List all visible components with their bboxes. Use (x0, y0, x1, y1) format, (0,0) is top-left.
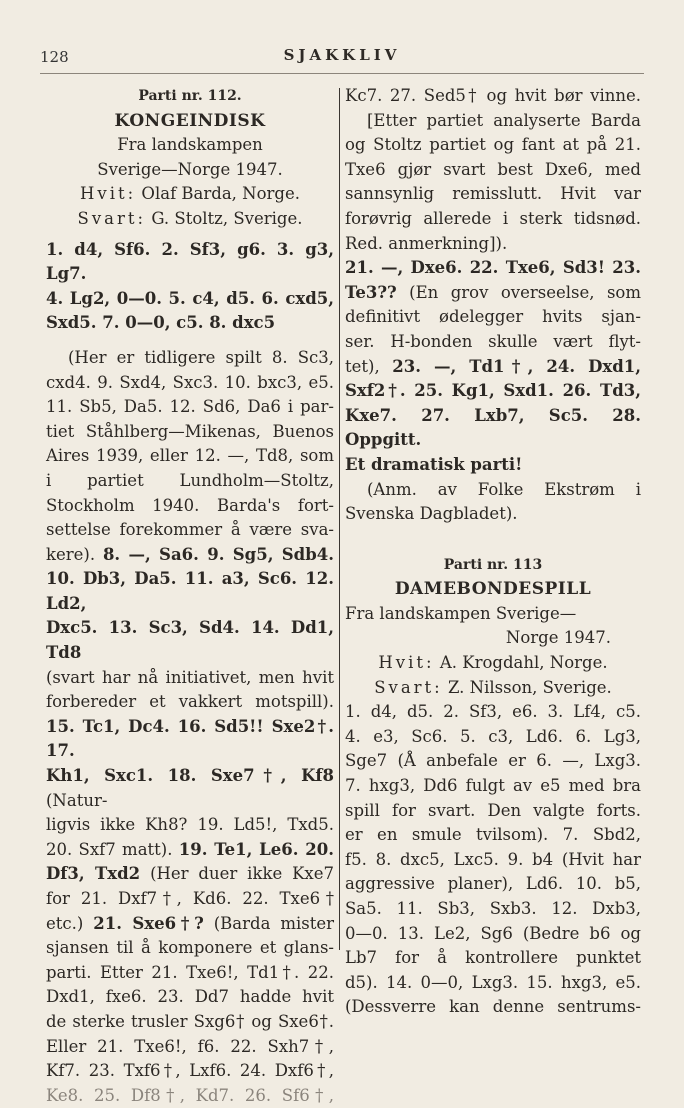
mixed-line (46, 862, 334, 887)
annotation-line: Txe6 gjør svart best Dxe6, med (345, 159, 641, 179)
annotation-line: Dxd1, fxe6. 23. Dd7 hadde hvit (46, 987, 334, 1007)
white-player-line (345, 651, 641, 676)
annotation-line: Kf7. 23. Txf6†, Lxf6. 24. Dxf6†, (46, 1061, 334, 1081)
annotation-line: ligvis ikke Kh8? 19. Ld5!, Txd5. (46, 815, 334, 835)
game-number: Parti nr. 112. (138, 88, 242, 104)
moves-line (345, 404, 641, 453)
page-number: 128 (40, 48, 69, 66)
bold-moves: Kh1, Sxc1. 18. Sxe7†, Kf8 (46, 766, 334, 786)
bold-moves: Et dramatisk parti! (345, 454, 523, 474)
moves-line (46, 238, 334, 287)
column-divider (339, 88, 340, 950)
left-column (46, 84, 334, 1108)
annotation-line: de sterke trusler Sxg6† og Sxe6†. (46, 1011, 334, 1031)
running-head: SJAKKLIV (283, 46, 401, 64)
annotation-line: forbereder et vakkert motspill). (46, 692, 334, 712)
annotation-text: tet), (345, 356, 380, 376)
annotation-line: Eller 21. Txe6!, f6. 22. Sxh7†, (46, 1036, 334, 1056)
annotation-line: [Etter partiet analyserte Barda (367, 110, 641, 130)
annotation-line: (Anm. av Folke Ekstrøm i (367, 479, 641, 499)
bold-moves: 1. d4, Sf6. 2. Sf3, g6. 3. g3, Lg7. (46, 239, 334, 284)
game-line: 7. hxg3, Dd6 fulgt av e5 med bra (345, 776, 641, 796)
moves-line (46, 616, 334, 665)
annotation-text: (Her duer ikke Kxe7 (150, 864, 334, 884)
game-number: Parti nr. 113 (443, 556, 543, 573)
game-line: 4. e3, Sc6. 5. c3, Ld6. 6. Lg3, (345, 726, 641, 746)
mixed-line (345, 281, 641, 306)
game-line: spill for svart. Den valgte forts. (345, 800, 641, 820)
bold-moves: 19. Te1, Le6. 20. (178, 839, 335, 859)
annotation-line: tiet Ståhlberg—Mikenas, Buenos (46, 421, 334, 441)
mixed-line (46, 764, 334, 813)
annotation-line: Stockholm 1940. Barda's fort- (46, 495, 334, 515)
game-line: er en smule tvilsom). 7. Sbd2, (345, 825, 641, 845)
right-column (345, 84, 641, 1020)
annotation-line: Ke8. 25. Df8†, Kd7. 26. Sf6†, (46, 1085, 334, 1105)
annotation-text: (Barda mister (213, 913, 335, 933)
bold-moves: Df3, Txd2 (46, 864, 141, 884)
moves-line (345, 256, 641, 281)
annotation-line: (Her er tidligere spilt 8. Sc3, (68, 347, 334, 367)
game-line: d5). 14. 0—0, Lxg3. 15. hxg3, e5. (345, 972, 641, 992)
white-label: Hvit: (378, 653, 435, 673)
event-line: Sverige—Norge 1947. (97, 159, 283, 179)
bold-moves: 21. Sxe6†? (93, 913, 204, 933)
annotation-text: etc.) (46, 913, 84, 933)
moves-line (46, 287, 334, 312)
game-line: Lb7 for å kontrollere punktet (345, 948, 641, 968)
black-player: Z. Nilsson, Sverige. (448, 677, 612, 697)
annotation-line: Svenska Dagbladet). (345, 504, 518, 524)
annotation-line: Red. anmerkning]). (345, 233, 508, 253)
black-player-line (46, 207, 334, 232)
event-line: Norge 1947. (505, 628, 611, 648)
annotation-line: cxd4. 9. Sxd4, Sxc3. 10. bxc3, e5. (46, 372, 334, 392)
game-line: Sa5. 11. Sb3, Sxb3. 12. Dxb3, (345, 899, 641, 918)
annotation-line: sjansen til å komponere et glans- (46, 938, 334, 958)
bold-moves: 8. —, Sa6. 9. Sg5, Sdb4. (102, 544, 334, 564)
bold-moves: 21. —, Dxe6. 22. Txe6, Sd3! 23. (345, 258, 641, 278)
game-line: 0—0. 13. Le2, Sg6 (Bedre b6 og (345, 923, 641, 943)
black-player-line (345, 676, 641, 701)
opening-title: KONGEINDISK (114, 110, 266, 131)
moves-line (345, 453, 641, 478)
annotation-line: (svart har nå initiativet, men hvit (46, 667, 334, 687)
annotation-line: i partiet Lundholm—Stoltz, (46, 470, 334, 490)
annotation-line: Aires 1939, eller 12. —, Td8, som (46, 446, 334, 466)
black-player: G. Stoltz, Sverige. (151, 208, 303, 228)
mixed-line (46, 912, 334, 937)
annotation-line: forøvrig allerede i sterk tidsnød. (345, 208, 641, 228)
white-player: A. Krogdahl, Norge. (439, 653, 608, 673)
mixed-line (46, 543, 334, 568)
annotation-text: (En grov overseelse, som (409, 282, 641, 302)
event-line: Fra landskampen Sverige— (345, 603, 577, 623)
annotation-line: settelse forekommer å være sva- (46, 520, 334, 540)
annotation-line: definitivt ødelegger hvits sjan- (345, 307, 641, 327)
moves-line (46, 567, 334, 616)
annotation-text: (Natur- (46, 790, 108, 810)
bold-moves: Dxc5. 13. Sc3, Sd4. 14. Dd1, Td8 (46, 618, 334, 663)
annotation-line: 11. Sb5, Da5. 12. Sd6, Da6 i par- (46, 397, 334, 417)
white-player: Olaf Barda, Norge. (141, 184, 300, 204)
annotation-line: og Stoltz partiet og fant at på 21. (345, 135, 641, 155)
bold-moves: Te3?? (345, 282, 397, 302)
annotation-line: Kc7. 27. Sed5† og hvit bør vinne. (345, 86, 641, 105)
game-line: (Dessverre kan denne sentrums- (345, 997, 641, 1017)
bold-moves: 10. Db3, Da5. 11. a3, Sc6. 12. Ld2, (46, 569, 334, 613)
annotation-line: for 21. Dxf7†, Kd6. 22. Txe6† (46, 889, 334, 908)
mixed-line (46, 838, 334, 863)
bold-moves: 15. Tc1, Dc4. 16. Sd5!! Sxe2†. 17. (46, 716, 334, 761)
annotation-text: 20. Sxf7 matt). (46, 839, 173, 859)
event-line: Fra landskampen (117, 135, 263, 155)
annotation-text: kere). (46, 544, 96, 564)
white-player-line (46, 182, 334, 207)
annotation-line: parti. Etter 21. Txe6!, Td1†. 22. (46, 962, 334, 982)
black-label: Svart: (77, 208, 147, 228)
moves-line (345, 379, 641, 404)
bold-moves: Sxf2†. 25. Kg1, Sxd1. 26. Td3, (345, 381, 641, 401)
header-rule (40, 73, 644, 74)
white-label: Hvit: (79, 184, 137, 204)
game-line: 1. d4, d5. 2. Sf3, e6. 3. Lf4, c5. (345, 702, 641, 722)
mixed-line (345, 355, 641, 380)
black-label: Svart: (374, 677, 443, 697)
game-line: Sge7 (Å anbefale er 6. —, Lxg3. (345, 751, 641, 771)
bold-moves: Kxe7. 27. Lxb7, Sc5. 28. Oppgitt. (345, 405, 641, 450)
opening-title: DAMEBONDESPILL (394, 579, 592, 600)
moves-line (46, 311, 334, 336)
game-line: aggressive planer), Ld6. 10. b5, (345, 874, 641, 894)
bold-moves: Sxd5. 7. 0—0, c5. 8. dxc5 (46, 313, 276, 333)
bold-moves: 4. Lg2, 0—0. 5. c4, d5. 6. cxd5, (46, 288, 334, 308)
bold-moves: 23. —, Td1†, 24. Dxd1, (392, 356, 641, 376)
annotation-line: sannsynlig remisslutt. Hvit var (345, 184, 641, 204)
annotation-line: ser. H-bonden skulle vært flyt- (345, 331, 641, 351)
moves-line (46, 715, 334, 764)
game-line: f5. 8. dxc5, Lxc5. 9. b4 (Hvit har (345, 849, 641, 869)
